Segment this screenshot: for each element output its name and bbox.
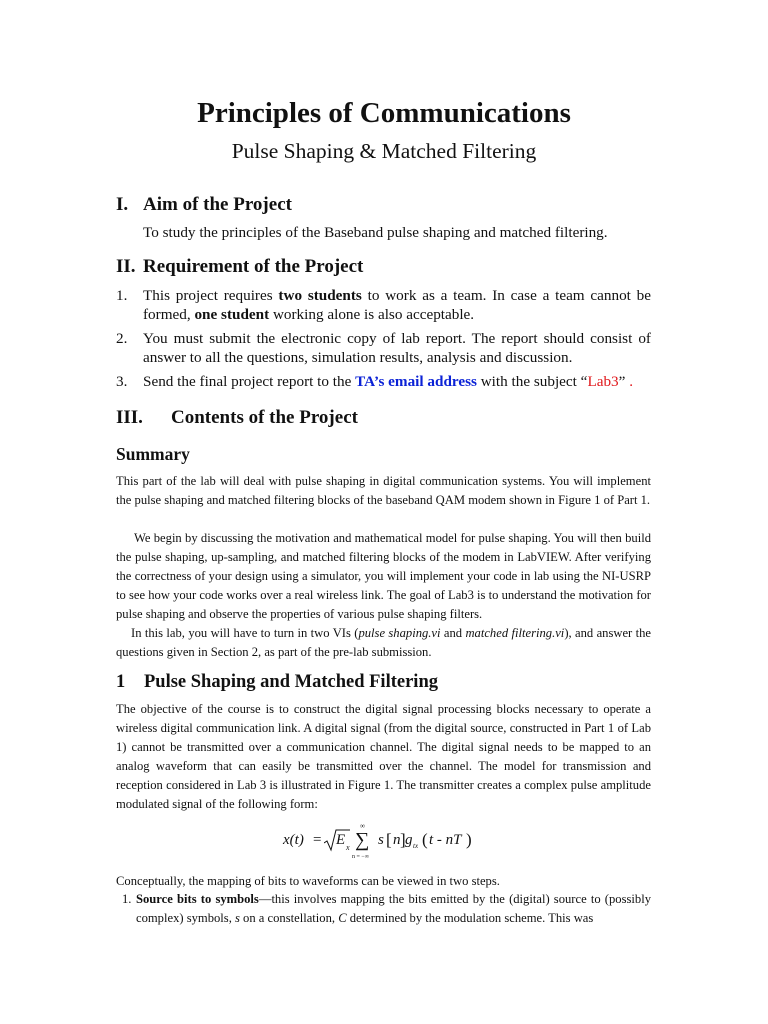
equation-symbol-s: s xyxy=(378,832,384,848)
equation-energy: E xyxy=(336,832,346,848)
section-requirement-title: Requirement of the Project xyxy=(143,256,364,277)
mapping-step-1-body: —this involves mapping the bits emitted by the (digital) source to (possibly complex) symbols, xyxy=(136,892,651,925)
equation-lhs: x(t) xyxy=(283,832,304,848)
requirement-item-1-mid: to work as a team. In case a team cannot be formed, xyxy=(143,287,651,323)
mapping-step-1-text xyxy=(136,890,651,928)
mapping-step-1 xyxy=(116,890,651,930)
section-requirement-heading xyxy=(116,254,516,280)
requirement-item-2-number: 2. xyxy=(116,330,128,347)
chapter-1-title: Pulse Shaping and Matched Filtering xyxy=(144,672,438,692)
constellation-c: C xyxy=(338,911,347,925)
equation-sum-icon: ∑ xyxy=(355,829,370,851)
equation-paren-open: ( xyxy=(422,830,428,849)
requirement-item-3-mid: with the subject “ xyxy=(476,373,588,390)
requirement-item-1-text xyxy=(143,286,651,324)
summary-heading: Summary xyxy=(116,444,190,464)
equation-sum-lower: n = −∞ xyxy=(352,854,370,860)
requirement-item-2-text: You must submit the electronic copy of lab report. The report should consist of answer to all the questions, simulation results, analysis and discussion. xyxy=(143,330,651,366)
chapter-1-paragraph-1: The objective of the course is to construct the digital signal processing blocks necessary to operate a wireless digital communication link. A digital signal (from the digital source, constructed in Part 1 of Lab 1) cannot be transmitted over a communication channel. The digital signal needs to be mapped to an analog waveform that can easily be transmitted over the channel. The model for transmission and reception considered in Lab 3 is illustrated in Figure 1. The transmitter creates a complex pulse amplitude modulated signal of the following form: xyxy=(116,702,651,811)
equation-index-n: n xyxy=(393,832,401,848)
chapter-1-paragraph-2: Conceptually, the mapping of bits to waveforms can be viewed in two steps. xyxy=(116,874,500,888)
section-contents-title: Contents of the Project xyxy=(171,407,358,428)
symbol-s: s xyxy=(235,911,240,925)
requirement-item-2 xyxy=(116,329,651,369)
section-requirement-number: II. xyxy=(116,256,136,277)
requirement-item-3-dot: . xyxy=(629,373,633,390)
requirement-item-3-post: ” xyxy=(618,373,630,390)
summary-p3-pre: In this lab, you will have to turn in two VIs ( xyxy=(131,626,359,640)
section-contents-heading xyxy=(116,405,516,431)
requirement-item-1 xyxy=(116,286,651,326)
summary-paragraph-3 xyxy=(116,624,651,662)
summary-p3-and: and xyxy=(440,626,466,640)
pulse-shaping-vi: pulse shaping.vi xyxy=(358,626,441,640)
ta-email-link[interactable]: TA’s email address xyxy=(355,373,477,390)
equation-sum-upper: ∞ xyxy=(360,822,365,830)
summary-paragraph-2: We begin by discussing the motivation and mathematical model for pulse shaping. You will then build the pulse shaping, up-sampling, and matched filtering blocks of the modem in LabVIEW. After verifying the correctness of your design using a simulator, you will implement your code in lab using the NI-USRP to see how your code works over a real wireless link. The goal of Lab3 is to understand the motivation for pulse shaping and observe the properties of various pulse shaping filters. xyxy=(116,531,651,621)
source-bits-to-symbols: Source bits to symbols xyxy=(136,892,259,906)
chapter-1-heading xyxy=(116,669,516,695)
pam-equation xyxy=(283,824,483,864)
requirement-item-3-pre: Send the final project report to the xyxy=(143,373,356,390)
section-aim-text: To study the principles of the Baseband pulse shaping and matched filtering. xyxy=(143,224,608,241)
requirement-item-3-text xyxy=(143,372,651,391)
requirement-item-3 xyxy=(116,372,651,392)
requirement-item-1-pre: This project requires xyxy=(143,287,279,304)
section-aim-title: Aim of the Project xyxy=(143,194,292,215)
requirement-item-1-number: 1. xyxy=(116,287,128,304)
mapping-step-1-mid: on a constellation, xyxy=(239,911,339,925)
chapter-1-number: 1 xyxy=(116,672,126,692)
equation-bracket-open: [ xyxy=(386,830,392,849)
document-title: Principles of Communications xyxy=(197,97,571,129)
requirement-two-students: two students xyxy=(278,287,362,304)
equation-energy-sub: x xyxy=(346,843,350,852)
lab3-subject: Lab3 xyxy=(587,373,619,390)
requirement-item-3-number: 3. xyxy=(116,373,128,390)
summary-p3-post: ), and answer the questions given in Section 2, as part of the pre-lab submission. xyxy=(116,626,651,659)
section-contents-number: III. xyxy=(116,407,143,428)
requirement-one-student: one student xyxy=(194,306,270,323)
mapping-step-1-number: 1. xyxy=(122,892,132,906)
equation-argument: t - nT xyxy=(429,832,462,848)
equation-pulse-g: g xyxy=(405,832,413,848)
requirement-item-1-post: working alone is also acceptable. xyxy=(269,306,475,323)
mapping-step-1-end: determined by the modulation scheme. This was xyxy=(346,911,594,925)
equation-pulse-sub: tx xyxy=(413,842,419,850)
summary-paragraph-1: This part of the lab will deal with pulse shaping in digital communication systems. You will implement the pulse shaping and matched filtering blocks of the baseband QAM modem shown in Figure 1 of Part 1. xyxy=(116,474,651,507)
matched-filtering-vi: matched filtering.vi xyxy=(465,626,565,640)
section-aim-number: I. xyxy=(116,194,129,215)
equation-bracket-close: ] xyxy=(400,830,406,849)
equation-equals: = xyxy=(313,832,322,848)
section-aim-heading xyxy=(116,192,292,218)
equation-paren-close: ) xyxy=(466,830,472,849)
document-subtitle: Pulse Shaping & Matched Filtering xyxy=(231,139,537,163)
